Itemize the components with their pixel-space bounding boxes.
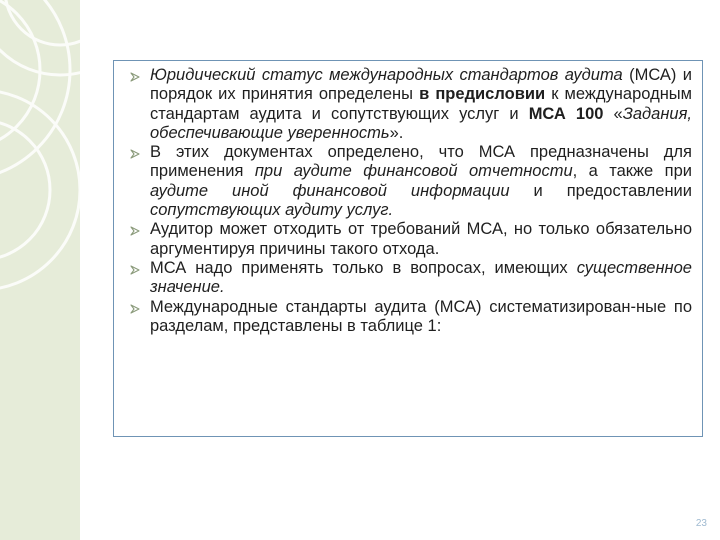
bullet-text: [150, 66, 692, 142]
bullet-item: [130, 259, 692, 298]
text-run: аудите иной финансовой информации: [150, 181, 510, 200]
arrowhead-bullet-icon: [130, 265, 140, 275]
arrowhead-bullet-icon: [130, 72, 140, 82]
decorative-arcs: [0, 0, 80, 540]
decorative-side-panel: [0, 0, 80, 540]
text-run: сопутствующих аудиту услуг.: [150, 201, 394, 220]
bullet-item: [130, 220, 692, 259]
bullet-item: [130, 66, 692, 143]
bullet-item: [130, 298, 692, 337]
text-run: существенное значение.: [150, 258, 692, 297]
arrowhead-bullet-icon: [130, 226, 140, 236]
bullet-item: [130, 143, 692, 220]
text-run: при аудите финансовой отчетности: [254, 162, 573, 181]
text-run: (МСА) и порядок их принятия определены: [150, 66, 692, 104]
bullet-list: [130, 66, 692, 336]
text-run: МСА надо применять только в вопросах, имеющих: [150, 258, 577, 277]
text-run: Задания, обеспечивающие уверенность: [150, 104, 692, 142]
text-run: ».: [389, 123, 404, 142]
text-run: «: [603, 104, 623, 123]
text-run: сопутствующих услуг и: [330, 104, 529, 123]
text-run: В этих документах определено, что МСА предназначены для применения: [150, 143, 692, 181]
arrowhead-bullet-icon: [130, 304, 140, 314]
bullet-text: [150, 298, 692, 335]
text-run: , а также при: [572, 162, 692, 181]
bullet-text: [150, 220, 692, 257]
bullet-text: [150, 143, 692, 219]
text-run: Международные стандарты аудита (МСА) систематизирован-ные по разделам, представлены в таблице 1:: [150, 297, 692, 335]
text-run: Аудитор может отходить от требований МСА, но только обязательно аргументируя причины такого отхода.: [150, 220, 692, 258]
text-run: Юридический статус международных стандартов аудита: [150, 66, 623, 84]
bullet-text: [150, 259, 692, 296]
page-number: 23: [695, 518, 707, 529]
text-run: МСА 100: [528, 104, 604, 123]
arrowhead-bullet-icon: [130, 149, 140, 159]
text-run: в предисловии: [419, 85, 546, 104]
text-run: к международным стандартам аудита и: [150, 85, 693, 123]
text-run: и предоставлении: [509, 181, 692, 200]
